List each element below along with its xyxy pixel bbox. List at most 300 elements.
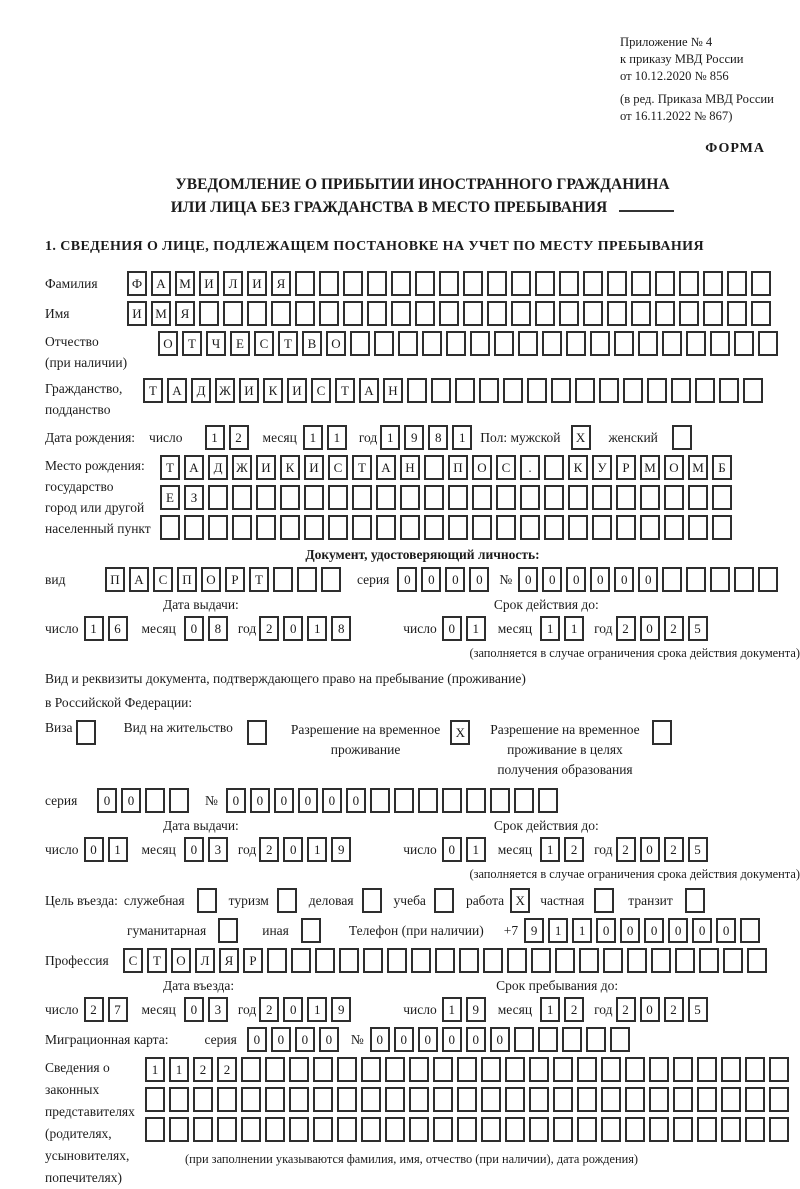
residence-doc-intro-line1: Вид и реквизиты документа, подтверждающего право на пребывание (проживание) [45,671,526,686]
form-cell [490,788,510,813]
form-cell [362,888,382,913]
form-cell: М [175,271,195,296]
form-cell [529,1057,549,1082]
identity-doc-heading: Документ, удостоверяющий личность: [305,547,540,562]
form-cell [289,1057,309,1082]
form-cell [442,788,462,813]
form-cell [481,1087,501,1112]
res-issue-month-cells [184,837,232,862]
form-cell: 0 [247,1027,267,1052]
form-cell: П [177,567,197,592]
purpose-tourism-checkbox [277,888,301,913]
form-cell [603,948,623,973]
form-cell [169,788,189,813]
form-cell: 1 [307,837,327,862]
representatives-note: (при заполнении указываются фамилия, имя, отчество (при наличии), дата рождения) [185,1152,639,1166]
form-cell [145,1117,165,1142]
entry-stay-dates-row [45,997,800,1022]
issue-date-label: Дата выдачи: [163,818,239,833]
patronymic-note: (при наличии) [45,355,128,370]
residence-permit-checkbox [247,720,271,745]
purpose-transit-label: транзит [628,892,673,908]
identity-doc-dates-row [45,616,800,641]
form-cell: 0 [518,567,538,592]
form-cell [398,331,418,356]
purpose-tourism-label: туризм [228,892,269,908]
form-cell [594,888,614,913]
form-cell [433,1117,453,1142]
form-cell: 2 [193,1057,213,1082]
form-cell [679,271,699,296]
year-label: год [594,620,613,636]
form-cell: Я [175,301,195,326]
form-cell [313,1087,333,1112]
form-cell: 1 [466,837,486,862]
form-cell [297,567,317,592]
validity-note: (заполняется в случае ограничения срока действия документа) [469,867,800,881]
form-cell [553,1087,573,1112]
birthplace-label [45,455,160,539]
representatives-cells-line3 [145,1117,793,1142]
form-cell: Ж [232,455,252,480]
form-cell [232,485,252,510]
id-issue-month-cells [184,616,232,641]
mig-series-cells [247,1027,343,1052]
form-cell: А [167,378,187,403]
form-cell [577,1057,597,1082]
form-cell [434,888,454,913]
form-cell [361,1117,381,1142]
form-cell [652,720,672,745]
form-cell [337,1087,357,1112]
form-cell [169,1087,189,1112]
form-cell [527,378,547,403]
form-cell [520,485,540,510]
form-cell [592,515,612,540]
day-label: число [403,1001,437,1017]
form-cell: И [287,378,307,403]
form-cell [457,1117,477,1142]
representatives-label-line: Сведения о [45,1060,110,1075]
form-cell: В [302,331,322,356]
form-cell [256,485,276,510]
blank-underline [619,196,674,212]
form-cell: П [105,567,125,592]
res-issue-day-cells [84,837,132,862]
form-cell: Т [278,331,298,356]
section-1-heading: 1. СВЕДЕНИЯ О ЛИЦЕ, ПОДЛЕЖАЩЕМ ПОСТАНОВКЕ НА УЧЕТ ПО МЕСТУ ПРЕБЫВАНИЯ [45,239,704,254]
year-label: год [237,1001,257,1017]
birthplace-label-line: населенный пункт [45,521,151,536]
form-cell [256,515,276,540]
phone-label: Телефон (при наличии) [348,922,484,938]
form-cell: 2 [616,997,636,1022]
form-cell [496,485,516,510]
form-cell [289,1087,309,1112]
form-cell [247,301,267,326]
form-cell [544,515,564,540]
form-cell [280,485,300,510]
form-cell: Т [147,948,167,973]
form-cell [435,948,455,973]
patronymic-cells [158,331,782,356]
form-cell [627,948,647,973]
day-label: число [45,1001,79,1017]
form-cell: 0 [469,567,489,592]
form-cell [664,515,684,540]
form-cell [529,1117,549,1142]
purpose-study-checkbox [434,888,458,913]
form-cell [343,301,363,326]
form-cell: 0 [346,788,366,813]
form-cell: X [450,720,470,745]
form-cell [232,515,252,540]
month-label: месяц [141,841,176,857]
form-cell [247,720,267,745]
day-label: число [45,620,79,636]
purpose-official-label: служебная [123,892,185,908]
representatives-label [45,1057,145,1189]
form-cell [385,1057,405,1082]
res-valid-day-cells [442,837,490,862]
form-cell: Б [712,455,732,480]
edu-permit-label-line: Разрешение на временное [490,722,640,737]
form-cell [721,1057,741,1082]
residence-doc-date-labels [45,818,800,834]
citizenship-label [45,378,143,420]
form-cell [721,1117,741,1142]
form-cell [631,301,651,326]
form-cell: 0 [184,997,204,1022]
form-cell: О [472,455,492,480]
form-cell: С [123,948,143,973]
form-cell: Р [616,455,636,480]
form-cell: 8 [331,616,351,641]
form-cell [655,301,675,326]
form-cell: 0 [692,918,712,943]
form-cell [448,485,468,510]
representatives-block [45,1057,800,1189]
form-cell [481,1057,501,1082]
id-valid-year-cells [616,616,712,641]
form-cell [710,331,730,356]
form-cell [562,1027,582,1052]
form-cell: Т [143,378,163,403]
form-cell [424,485,444,510]
form-cell [470,331,490,356]
form-cell [601,1087,621,1112]
mig-series-label: серия [204,1031,237,1047]
id-issue-day-cells [84,616,132,641]
form-cell [583,301,603,326]
form-cell [273,567,293,592]
stay-day-cells [442,997,490,1022]
form-cell: С [311,378,331,403]
year-label: год [237,620,257,636]
citizenship-cells [143,378,767,403]
stay-month-cells [540,997,588,1022]
mig-number-cells [370,1027,634,1052]
form-cell: Д [191,378,211,403]
form-cell [455,378,475,403]
purpose-work-label: работа [465,892,505,908]
form-cell: 0 [274,788,294,813]
purpose-other-label: иная [262,922,289,938]
form-cell [457,1087,477,1112]
form-cell [712,485,732,510]
form-cell: Я [271,271,291,296]
form-cell [586,1027,606,1052]
patronymic-label [45,331,158,373]
form-cell [568,515,588,540]
month-label: месяц [262,429,297,445]
form-cell [409,1057,429,1082]
form-cell [376,515,396,540]
purpose-label: Цель въезда: [45,892,118,908]
form-cell [301,918,321,943]
form-cell: О [171,948,191,973]
form-cell [703,301,723,326]
form-cell [616,485,636,510]
form-cell: 1 [327,425,347,450]
given-name-row [45,301,800,326]
res-issue-year-cells [259,837,355,862]
sex-male-checkbox [571,425,595,450]
form-cell: Т [160,455,180,480]
form-cell [321,567,341,592]
appendix-line: к приказу МВД России [620,52,744,66]
form-cell [555,948,575,973]
form-cell [577,1087,597,1112]
form-cell [662,567,682,592]
form-cell: Ж [215,378,235,403]
form-cell [280,515,300,540]
form-cell: У [592,455,612,480]
form-cell [723,948,743,973]
form-cell: И [304,455,324,480]
form-cell [505,1057,525,1082]
patronymic-row [45,331,800,373]
form-cell: 1 [303,425,323,450]
form-cell [616,515,636,540]
form-cell: 0 [620,918,640,943]
form-cell [703,271,723,296]
form-cell [350,331,370,356]
form-cell [727,301,747,326]
form-cell [721,1087,741,1112]
representatives-cells-line1 [145,1057,793,1082]
form-cell [688,485,708,510]
form-cell: 1 [442,997,462,1022]
form-cell: 2 [84,997,104,1022]
form-cell [315,948,335,973]
form-cell: О [158,331,178,356]
form-cell [169,1117,189,1142]
form-cell [337,1117,357,1142]
form-cell [649,1117,669,1142]
form-cell [463,301,483,326]
form-cell: 0 [716,918,736,943]
res-valid-month-cells [540,837,588,862]
form-cell: 0 [490,1027,510,1052]
form-cell: 5 [688,837,708,862]
form-cell: 0 [322,788,342,813]
form-cell: 1 [548,918,568,943]
form-cell [740,918,760,943]
form-cell [304,515,324,540]
form-cell: Л [223,271,243,296]
form-cell: 0 [442,1027,462,1052]
form-cell [433,1057,453,1082]
birthplace-cells-line2 [160,485,736,510]
form-cell: М [688,455,708,480]
month-label: месяц [141,620,176,636]
doc-type-cells [105,567,345,592]
form-cell [566,331,586,356]
form-cell: И [199,271,219,296]
birthdate-sex-row [45,425,800,450]
form-cell [685,888,705,913]
form-cell [511,271,531,296]
purpose-row [45,888,800,913]
form-cell [267,948,287,973]
form-cell [160,515,180,540]
form-cell [374,331,394,356]
form-cell: 0 [442,616,462,641]
form-cell: 0 [271,1027,291,1052]
form-cell: 1 [169,1057,189,1082]
form-cell [686,567,706,592]
form-cell [409,1117,429,1142]
form-cell: 9 [331,997,351,1022]
form-cell [411,948,431,973]
form-cell [313,1117,333,1142]
form-cell: . [520,455,540,480]
form-cell [531,948,551,973]
form-cell [710,567,730,592]
form-cell [514,1027,534,1052]
form-cell [304,485,324,510]
sex-male-label: Пол: мужской [480,429,561,445]
form-cell [367,301,387,326]
form-cell: 2 [664,837,684,862]
form-cell: 1 [84,616,104,641]
form-cell: 0 [250,788,270,813]
form-cell: З [184,485,204,510]
form-cell: 5 [688,997,708,1022]
form-cell: 0 [466,1027,486,1052]
form-cell: 1 [540,616,560,641]
form-cell [361,1087,381,1112]
form-cell: 0 [542,567,562,592]
form-cell: Л [195,948,215,973]
mig-number-label: № [350,1031,364,1047]
form-cell [352,485,372,510]
surname-cells [127,271,775,296]
year-label: год [237,841,257,857]
form-cell: Т [182,331,202,356]
form-cell [518,331,538,356]
form-cell: О [326,331,346,356]
sex-female-label: женский [608,429,658,445]
appendix-line: от 10.12.2020 № 856 [620,69,729,83]
form-cell [651,948,671,973]
purpose-official-checkbox [197,888,221,913]
form-cell: 8 [428,425,448,450]
form-cell: 2 [564,997,584,1022]
form-cell [505,1117,525,1142]
form-cell: 9 [524,918,544,943]
form-cell [337,1057,357,1082]
form-cell: 9 [404,425,424,450]
form-cell [544,455,564,480]
form-cell [197,888,217,913]
form-cell [319,271,339,296]
form-cell: 2 [664,616,684,641]
form-cell: 0 [283,837,303,862]
given-name-label: Имя [45,305,70,321]
form-cell [745,1087,765,1112]
form-cell: М [640,455,660,480]
edu-permit-label-line: проживание в целях [507,742,623,757]
form-cell [662,331,682,356]
sex-female-checkbox [672,425,696,450]
residence-doc-intro [45,667,800,715]
form-cell [583,271,603,296]
purpose-row-2 [45,918,800,943]
form-cell: 5 [688,616,708,641]
form-cell: 0 [370,1027,390,1052]
form-cell [424,515,444,540]
form-cell: Н [383,378,403,403]
form-cell [614,331,634,356]
purpose-study-label: учеба [393,892,426,908]
form-cell [590,331,610,356]
form-cell: П [448,455,468,480]
profession-label: Профессия [45,952,109,968]
form-cell: 0 [638,567,658,592]
form-cell [695,378,715,403]
residence-doc-types-row [45,720,800,780]
form-cell [607,271,627,296]
form-cell [407,378,427,403]
purpose-humanitarian-label: гуманитарная [127,922,207,938]
day-label: число [403,841,437,857]
form-cell [758,567,778,592]
form-cell [697,1087,717,1112]
temp-permit-label [291,720,440,760]
purpose-business-checkbox [362,888,386,913]
form-cell [734,331,754,356]
stay-year-cells [616,997,712,1022]
form-cell [568,485,588,510]
form-cell: 0 [614,567,634,592]
form-cell: Д [208,455,228,480]
form-cell [193,1087,213,1112]
form-cell: А [129,567,149,592]
form-cell: К [280,455,300,480]
form-cell [640,515,660,540]
citizenship-label-line: Гражданство, [45,381,123,396]
given-name-cells [127,301,775,326]
form-cell [673,1087,693,1112]
birthplace-block [45,455,800,545]
form-cell [439,271,459,296]
appendix-block [620,34,798,125]
form-cell: 1 [108,837,128,862]
form-cell: 1 [466,616,486,641]
form-cell: 6 [108,616,128,641]
